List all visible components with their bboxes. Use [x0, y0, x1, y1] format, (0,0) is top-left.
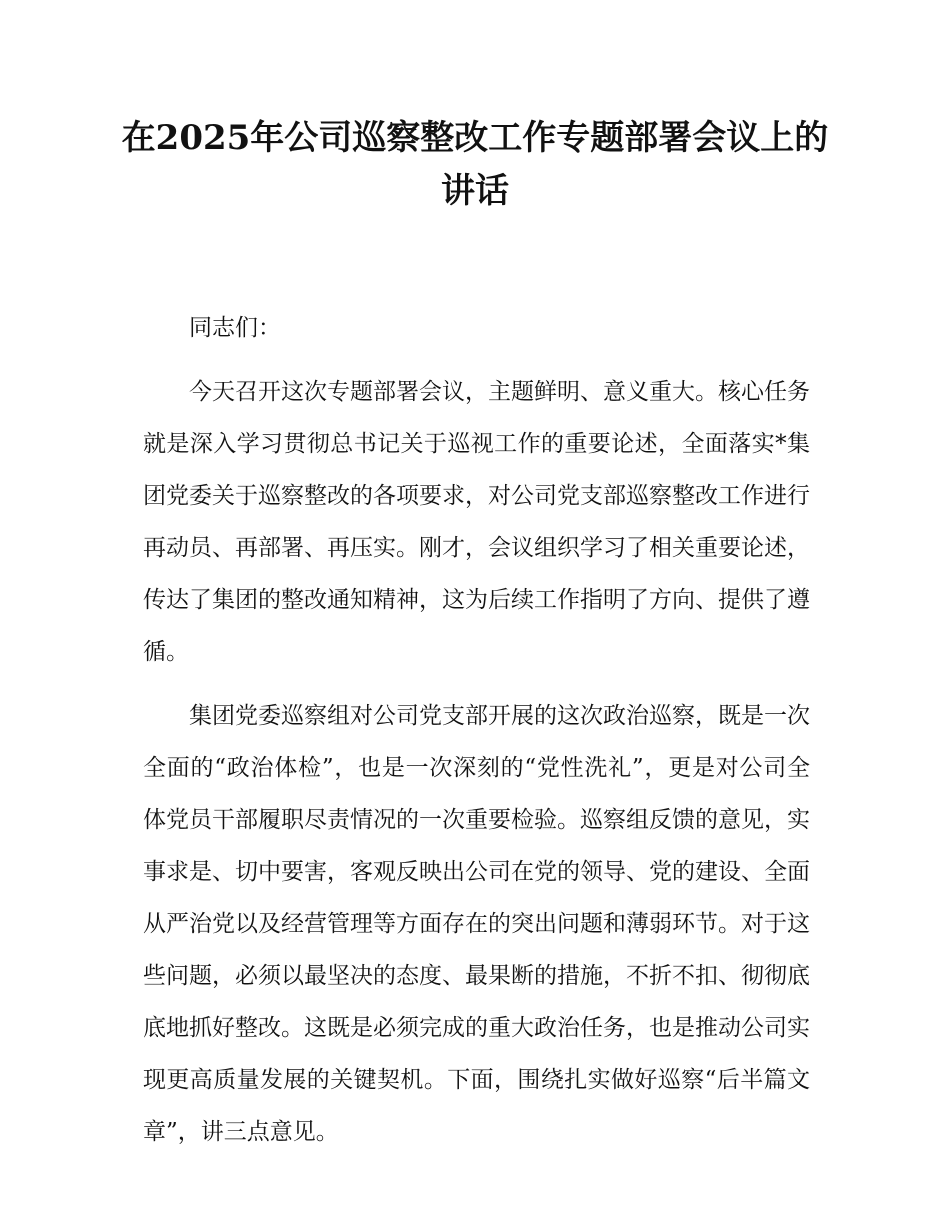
document-body [143, 302, 810, 1158]
paragraph-1: 今天召开这次专题部署会议，主题鲜明、意义重大。核心任务就是深入学习贯彻总书记关于巡视工作的重要论述，全面落实*集团党委关于巡察整改的各项要求，对公司党支部巡察整改工作进行再动员、再部署、再压实。刚才，会议组织学习了相关重要论述，传达了集团的整改通知精神，这为后续工作指明了方向、提供了遵循。 [143, 379, 810, 665]
salutation: 同志们： [189, 315, 281, 341]
document-title: 在2025年公司巡察整改工作专题部署会议上的讲话 [121, 118, 829, 211]
paragraph-2: 集团党委巡察组对公司党支部开展的这次政治巡察，既是一次全面的“政治体检”，也是一次深刻的“党性洗礼”，更是对公司全体党员干部履职尽责情况的一次重要检验。巡察组反馈的意见，实事求是、切中要害，客观反映出公司在党的领导、党的建设、全面从严治党以及经营管理等方面存在的突出问题和薄弱环节。对于这些问题，必须以最坚决的态度、最果断的措施，不折不扣、彻彻底底地抓好整改。这既是必须完成的重大政治任务，也是推动公司实现更高质量发展的关键契机。下面，围绕扎实做好巡察“后半篇文章”，讲三点意见。 [143, 703, 810, 1145]
